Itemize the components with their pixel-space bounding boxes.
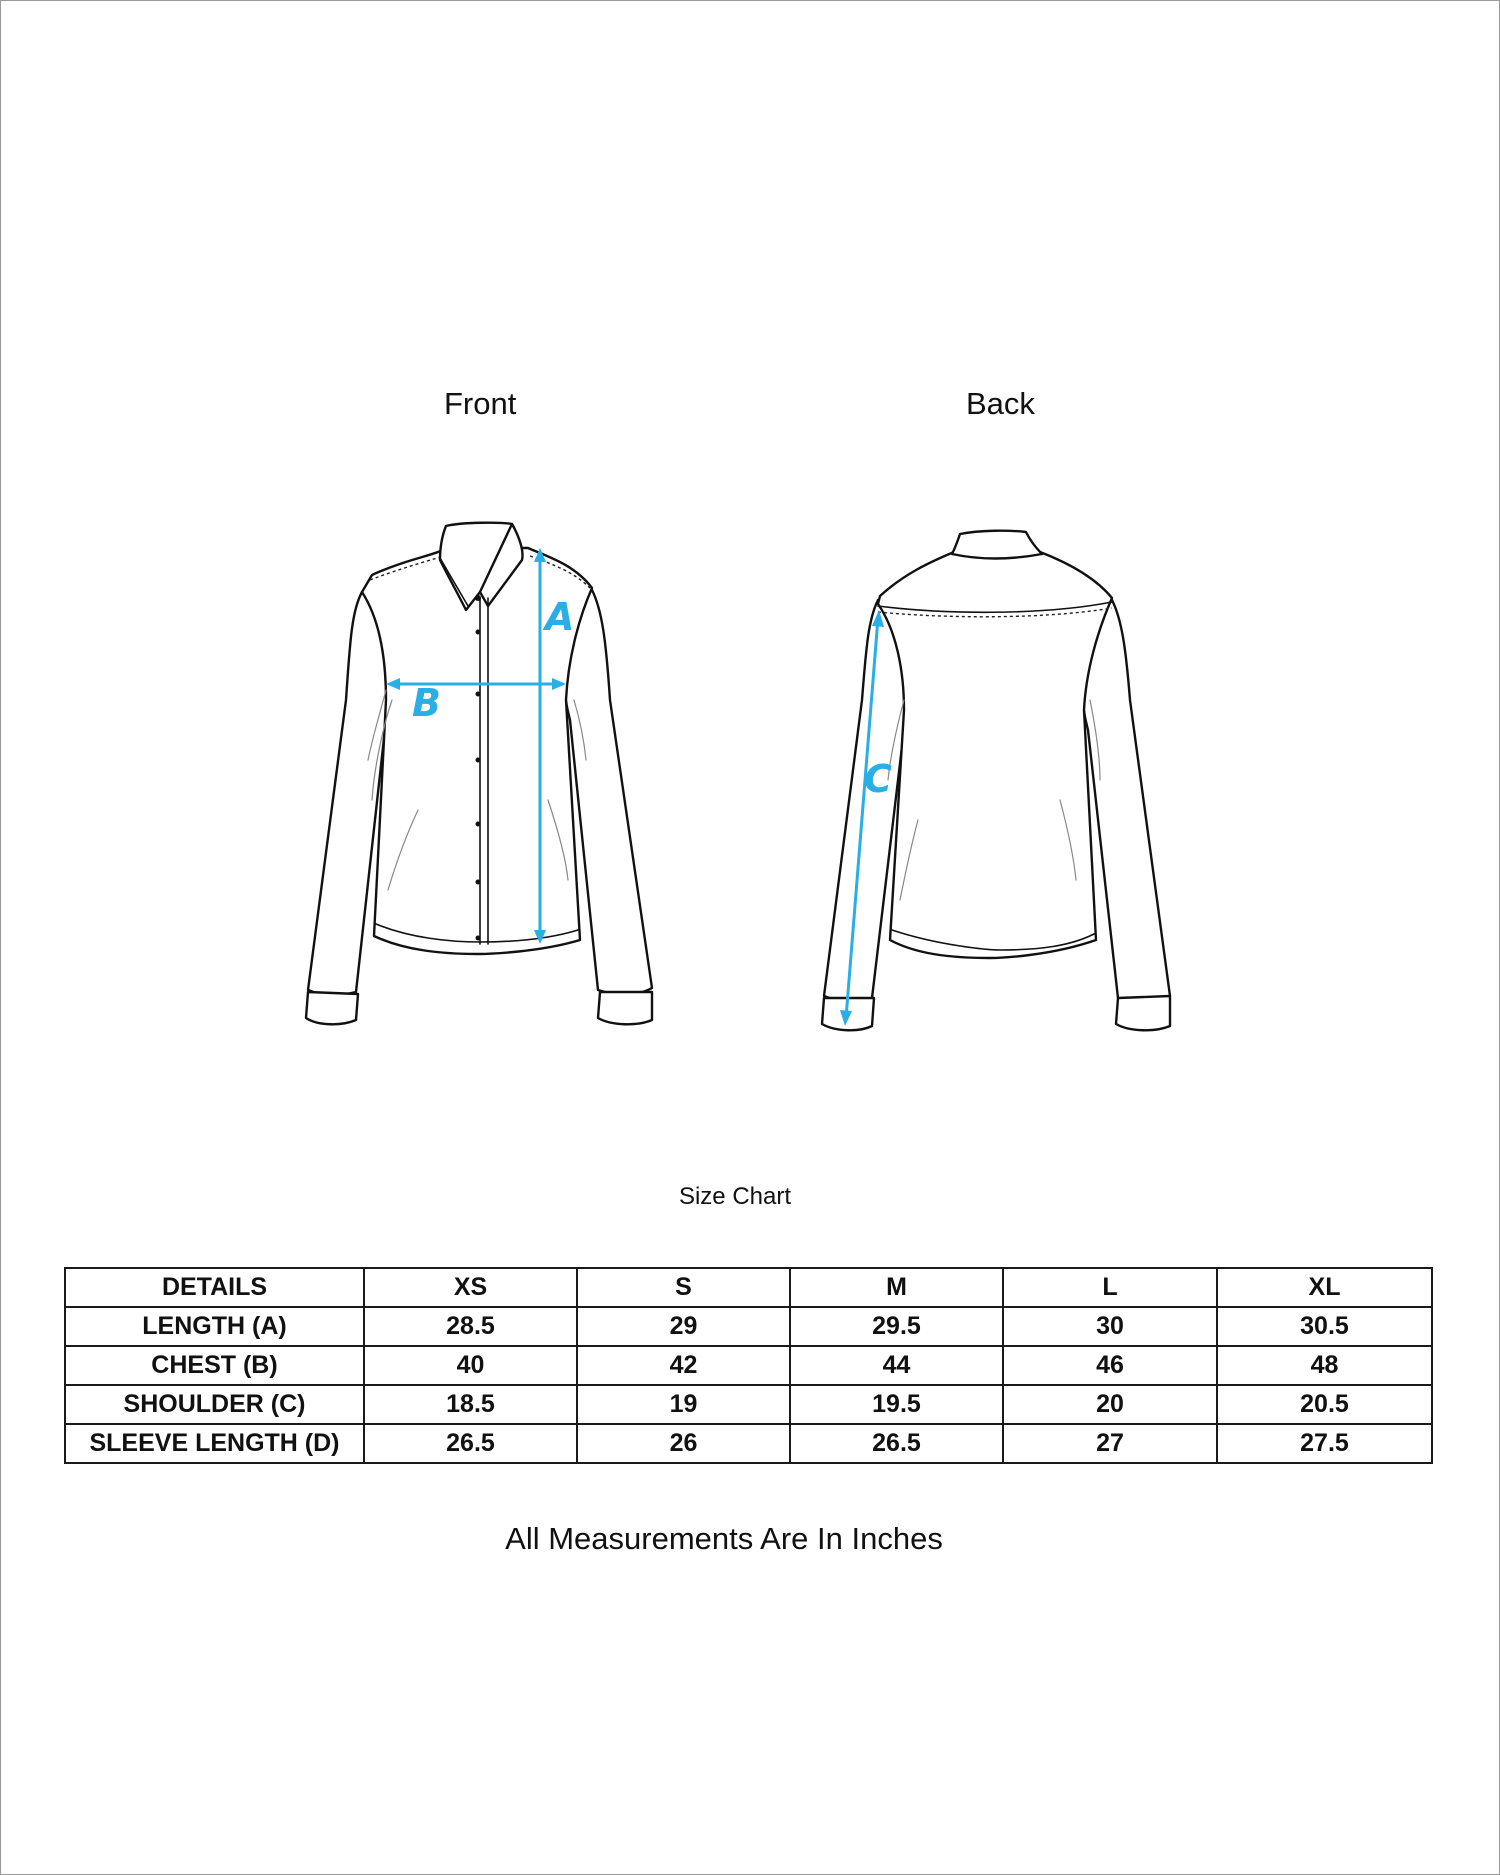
- table-cell: 28.5: [364, 1307, 577, 1346]
- table-cell: 19.5: [790, 1385, 1003, 1424]
- table-header-cell: L: [1003, 1268, 1217, 1307]
- table-cell: CHEST (B): [65, 1346, 364, 1385]
- table-header-row: [65, 1268, 1432, 1307]
- table-cell: 42: [577, 1346, 790, 1385]
- back-right-sleeve: [1081, 600, 1170, 1002]
- table-cell: LENGTH (A): [65, 1307, 364, 1346]
- table-cell: 40: [364, 1346, 577, 1385]
- size-chart-title: Size Chart: [678, 1183, 792, 1210]
- table-header-cell: XL: [1217, 1268, 1432, 1307]
- measure-marker-a: A: [545, 595, 575, 639]
- table-cell: 30.5: [1217, 1307, 1432, 1346]
- table-row: [65, 1424, 1432, 1463]
- measure-marker-b: B: [412, 681, 441, 725]
- table-cell: 20.5: [1217, 1385, 1432, 1424]
- table-cell: 26.5: [790, 1424, 1003, 1463]
- back-view-label: Back: [966, 386, 1035, 421]
- back-right-cuff: [1116, 996, 1170, 1030]
- table-cell: 46: [1003, 1346, 1217, 1385]
- table-cell: 20: [1003, 1385, 1217, 1424]
- table-cell: 30: [1003, 1307, 1217, 1346]
- table-row: [65, 1307, 1432, 1346]
- measurement-unit-note: All Measurements Are In Inches: [505, 1521, 943, 1556]
- table-row: [65, 1385, 1432, 1424]
- table-header-cell: M: [790, 1268, 1003, 1307]
- table-cell: 29.5: [790, 1307, 1003, 1346]
- front-view-label: Front: [444, 386, 517, 421]
- table-cell: 18.5: [364, 1385, 577, 1424]
- back-collar: [952, 531, 1042, 559]
- table-cell: 27.5: [1217, 1424, 1432, 1463]
- table-cell: SHOULDER (C): [65, 1385, 364, 1424]
- table-header-cell: XS: [364, 1268, 577, 1307]
- table-cell: 19: [577, 1385, 790, 1424]
- table-header-cell: S: [577, 1268, 790, 1307]
- measure-marker-c: C: [864, 757, 892, 801]
- size-chart-table: [64, 1267, 1433, 1464]
- table-row: [65, 1346, 1432, 1385]
- table-cell: 26: [577, 1424, 790, 1463]
- table-cell: 48: [1217, 1346, 1432, 1385]
- table-cell: 26.5: [364, 1424, 577, 1463]
- table-cell: 29: [577, 1307, 790, 1346]
- table-cell: 44: [790, 1346, 1003, 1385]
- table-cell: SLEEVE LENGTH (D): [65, 1424, 364, 1463]
- table-header-cell: DETAILS: [65, 1268, 364, 1307]
- table-cell: 27: [1003, 1424, 1217, 1463]
